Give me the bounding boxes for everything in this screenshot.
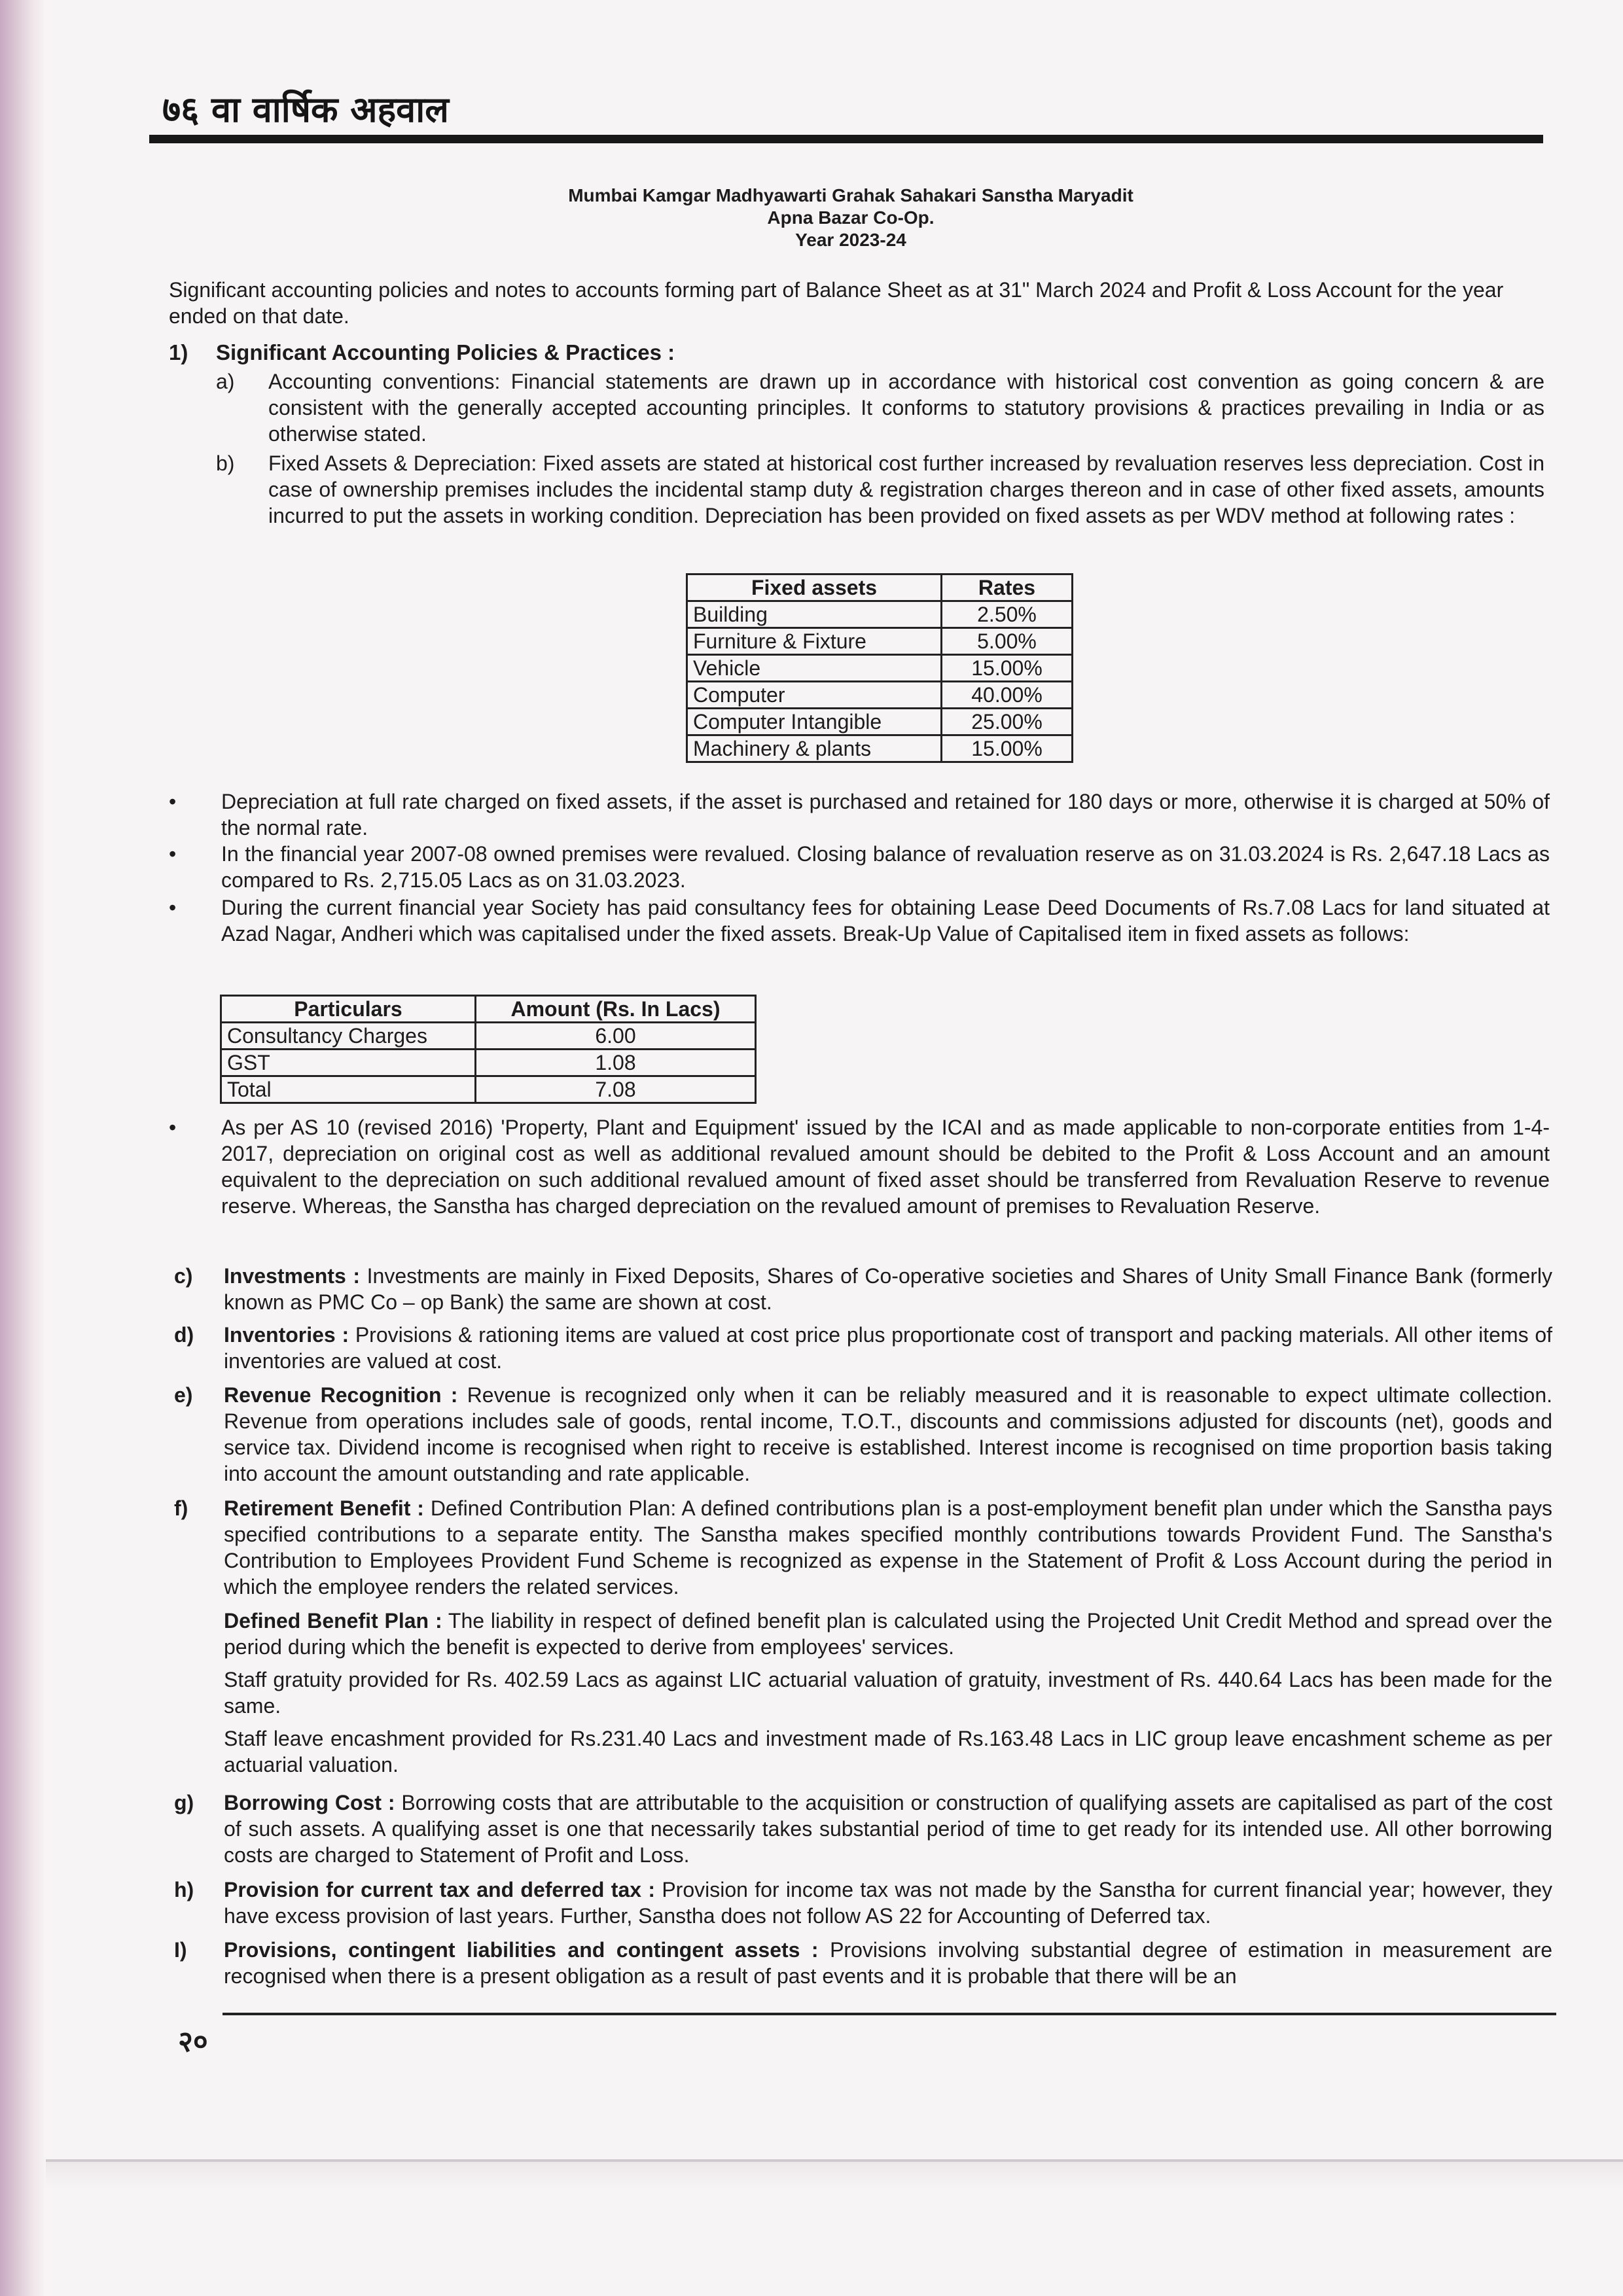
policy-h-marker: h) [174,1878,194,1901]
policy-h-tax [174,1877,1555,1929]
asset-name: Machinery & plants [687,735,942,762]
column-header-fixed-assets: Fixed assets [687,574,942,601]
bullet-text: In the financial year 2007-08 owned premises were revalued. Closing balance of revaluation reserve as on 31.03.2024 is Rs. 2,647.18 Lacs as compared to Rs. 2,715.05 Lacs as on 31.03.2023. [221,842,1550,892]
section-number: 1) [169,340,188,364]
column-header-amount: Amount (Rs. In Lacs) [476,996,756,1023]
asset-name: Computer Intangible [687,709,942,735]
policy-b [216,450,1544,561]
column-header-rates: Rates [942,574,1073,601]
policy-d-text: Provisions & rationing items are valued at cost price plus proportionate cost of transport and packing materials. All other items of inventories are valued at cost. [224,1323,1553,1373]
policy-a-text: Accounting conventions: Financial statements are drawn up in accordance with historical cost convention as going concern & are consistent with the generally accepted accounting principles. It conforms to statutory provisions & practices prevailing in India or as otherwise stated. [268,370,1544,446]
asset-rate: 5.00% [942,628,1073,655]
policy-f-label: Retirement Benefit : [224,1496,424,1520]
policy-f-text: Defined Contribution Plan: A defined contributions plan is a post-employment benefit plan under which the Sanstha pays specified contributions to a separate entity. The Sanstha makes specified monthly contributions towards Provident Fund. The Sanstha's Contribution to Employees Provident Fund Scheme is recognized as expense in the Statement of Profit & Loss Account during the period in which the employee renders the related services. [224,1496,1553,1598]
gratuity-note: Staff gratuity provided for Rs. 402.59 Lacs as against LIC actuarial valuation of gratuity, investment of Rs. 440.64 Lacs has been made for the same. [224,1668,1552,1718]
fixed-assets-rates-table [686,573,1073,763]
defined-benefit-plan-text: The liability in respect of defined benefit plan is calculated using the Projected Unit Credit Method and spread over the period during which the benefit is expected to derive from employees' services. [224,1609,1553,1659]
asset-rate: 15.00% [942,735,1073,762]
bullet-consultancy-fees [169,894,1550,973]
policy-d-label: Inventories : [224,1323,349,1347]
policy-h-label: Provision for current tax and deferred tax : [224,1878,656,1901]
policy-c-text: Investments are mainly in Fixed Deposits, Shares of Co-operative societies and Shares of Unity Small Finance Bank (formerly known as PMC Co – op Bank) the same are shown at cost. [224,1264,1553,1314]
policy-f-retirement [174,1495,1555,1790]
page-number: २० [178,2025,208,2058]
policy-g-label: Borrowing Cost : [224,1791,395,1814]
report-year: Year 2023-24 [795,230,906,250]
footer-rule [223,2013,1556,2015]
bullet-text: During the current financial year Society has paid consultancy fees for obtaining Lease Deed Documents of Rs.7.08 Lacs for land situated at Azad Nagar, Andheri which was capitalised under the fixed assets. Break-Up Value of Capitalised item in fixed assets as follows: [221,896,1550,945]
particular-name: Consultancy Charges [221,1023,476,1050]
bullet-mark: • [169,842,177,866]
bullet-mark: • [169,1116,177,1139]
particular-name: Total [221,1076,476,1103]
policy-d-marker: d) [174,1323,194,1347]
bullet-mark: • [169,790,177,813]
organisation-subtitle: Apna Bazar Co-Op. [767,207,935,228]
bullet-text: Depreciation at full rate charged on fixed assets, if the asset is purchased and retained for 180 days or more, otherwise it is charged at 50% of the normal rate. [221,790,1550,839]
bullet-depreciation-rate [169,788,1550,841]
policy-i-label: Provisions, contingent liabilities and contingent assets : [224,1938,819,1962]
policy-e-text: Revenue is recognized only when it can be reliably measured and it is reasonable to expect ultimate collection. Revenue from operations includes sale of goods, rental income, T.O.T., discounts and commissions adjusted for discounts (net), goods and service tax. Dividend income is recognised when right to receive is established. Interest income is recognised on time proportion basis taking into account the amount outstanding and rate applicable. [224,1383,1553,1485]
policy-d-inventories [174,1322,1555,1374]
particular-name: GST [221,1050,476,1076]
policy-e-label: Revenue Recognition : [224,1383,458,1407]
capitalised-items-table [220,995,757,1104]
bullet-text: As per AS 10 (revised 2016) 'Property, Plant and Equipment' issued by the ICAI and as made applicable to non-corporate entities from 1-4-2017, depreciation on original cost as well as additional revalued amount should be debited to the Profit & Loss Account and an amount equivalent to the depreciation on such additional revalued amount of fixed asset should be transferred from Revaluation Reserve to revenue reserve. Whereas, the Sanstha has charged depreciation on the revalued amount of premises to Revaluation Reserve. [221,1116,1550,1218]
policy-b-text: Fixed Assets & Depreciation: Fixed assets are stated at historical cost further increased by revaluation reserves less depreciation. Cost in case of ownership premises includes the incidental stamp duty & registration charges thereon and in case of other fixed assets, amounts incurred to put the assets in working condition. Depreciation has been provided on fixed assets as per WDV method at following rates : [268,451,1544,527]
policy-e-marker: e) [174,1383,193,1407]
table-row [687,682,1073,709]
asset-rate: 2.50% [942,601,1073,628]
policy-c-label: Investments : [224,1264,361,1288]
particular-amount: 1.08 [476,1050,756,1076]
table-row [687,655,1073,682]
header-rule [149,135,1543,143]
asset-name: Computer [687,682,942,709]
policy-g-marker: g) [174,1791,194,1814]
leave-encashment-note: Staff leave encashment provided for Rs.231.40 Lacs and investment made of Rs.163.48 Lacs in LIC group leave encashment scheme as per actuarial valuation. [224,1727,1552,1776]
policy-e-revenue [174,1382,1555,1487]
particular-amount: 7.08 [476,1076,756,1103]
section-heading [169,340,675,365]
bullet-mark: • [169,896,177,919]
policy-h-text: Provision for income tax was not made by the Sanstha for current financial year; however, they have excess provision of last years. Further, Sanstha does not follow AS 22 for Accounting of Deferred tax. [224,1878,1553,1928]
policy-a [216,368,1544,447]
particular-amount: 6.00 [476,1023,756,1050]
policy-i-marker: I) [174,1938,187,1962]
bullet-as10 [169,1114,1550,1245]
column-header-particulars: Particulars [221,996,476,1023]
table-header-row [221,996,756,1023]
defined-benefit-plan [224,1608,1552,1660]
table-row [687,628,1073,655]
table-row [687,735,1073,762]
section-title: Significant Accounting Policies & Practices : [216,340,675,364]
asset-rate: 15.00% [942,655,1073,682]
policy-c-investments [174,1263,1555,1315]
table-row [221,1076,756,1103]
intro-paragraph: Significant accounting policies and notes to accounts forming part of Balance Sheet as at 31" March 2024 and Profit & Loss Account for the year ended on that date. [169,278,1504,328]
table-row [687,709,1073,735]
asset-rate: 25.00% [942,709,1073,735]
table-header-row [687,574,1073,601]
table-row [687,601,1073,628]
policy-b-marker: b) [216,451,235,475]
asset-name: Furniture & Fixture [687,628,942,655]
asset-name: Building [687,601,942,628]
organisation-name: Mumbai Kamgar Madhyawarti Grahak Sahakari Sanstha Maryadit [568,185,1133,205]
policy-g-text: Borrowing costs that are attributable to the acquisition or construction of qualifying assets are capitalised as part of the cost of such assets. A qualifying asset is one that necessarily takes substantial period of time to get ready for its intended use. All other borrowing costs are charged to Statement of Profit and Loss. [224,1791,1553,1867]
running-header-title: ७६ वा वार्षिक अहवाल [162,89,449,130]
policy-g-borrowing [174,1790,1555,1868]
defined-benefit-plan-label: Defined Benefit Plan : [224,1609,442,1633]
policy-f-marker: f) [174,1496,188,1520]
policy-a-marker: a) [216,370,235,393]
bullet-revaluation [169,841,1550,893]
policy-i-provisions [174,1937,1555,1996]
table-row [221,1023,756,1050]
asset-name: Vehicle [687,655,942,682]
policy-c-marker: c) [174,1264,193,1288]
table-row [221,1050,756,1076]
asset-rate: 40.00% [942,682,1073,709]
policy-i-text: Provisions involving substantial degree of estimation in measurement are recognised when there is a present obligation as a result of past events and it is probable that there will be an [224,1938,1553,1988]
